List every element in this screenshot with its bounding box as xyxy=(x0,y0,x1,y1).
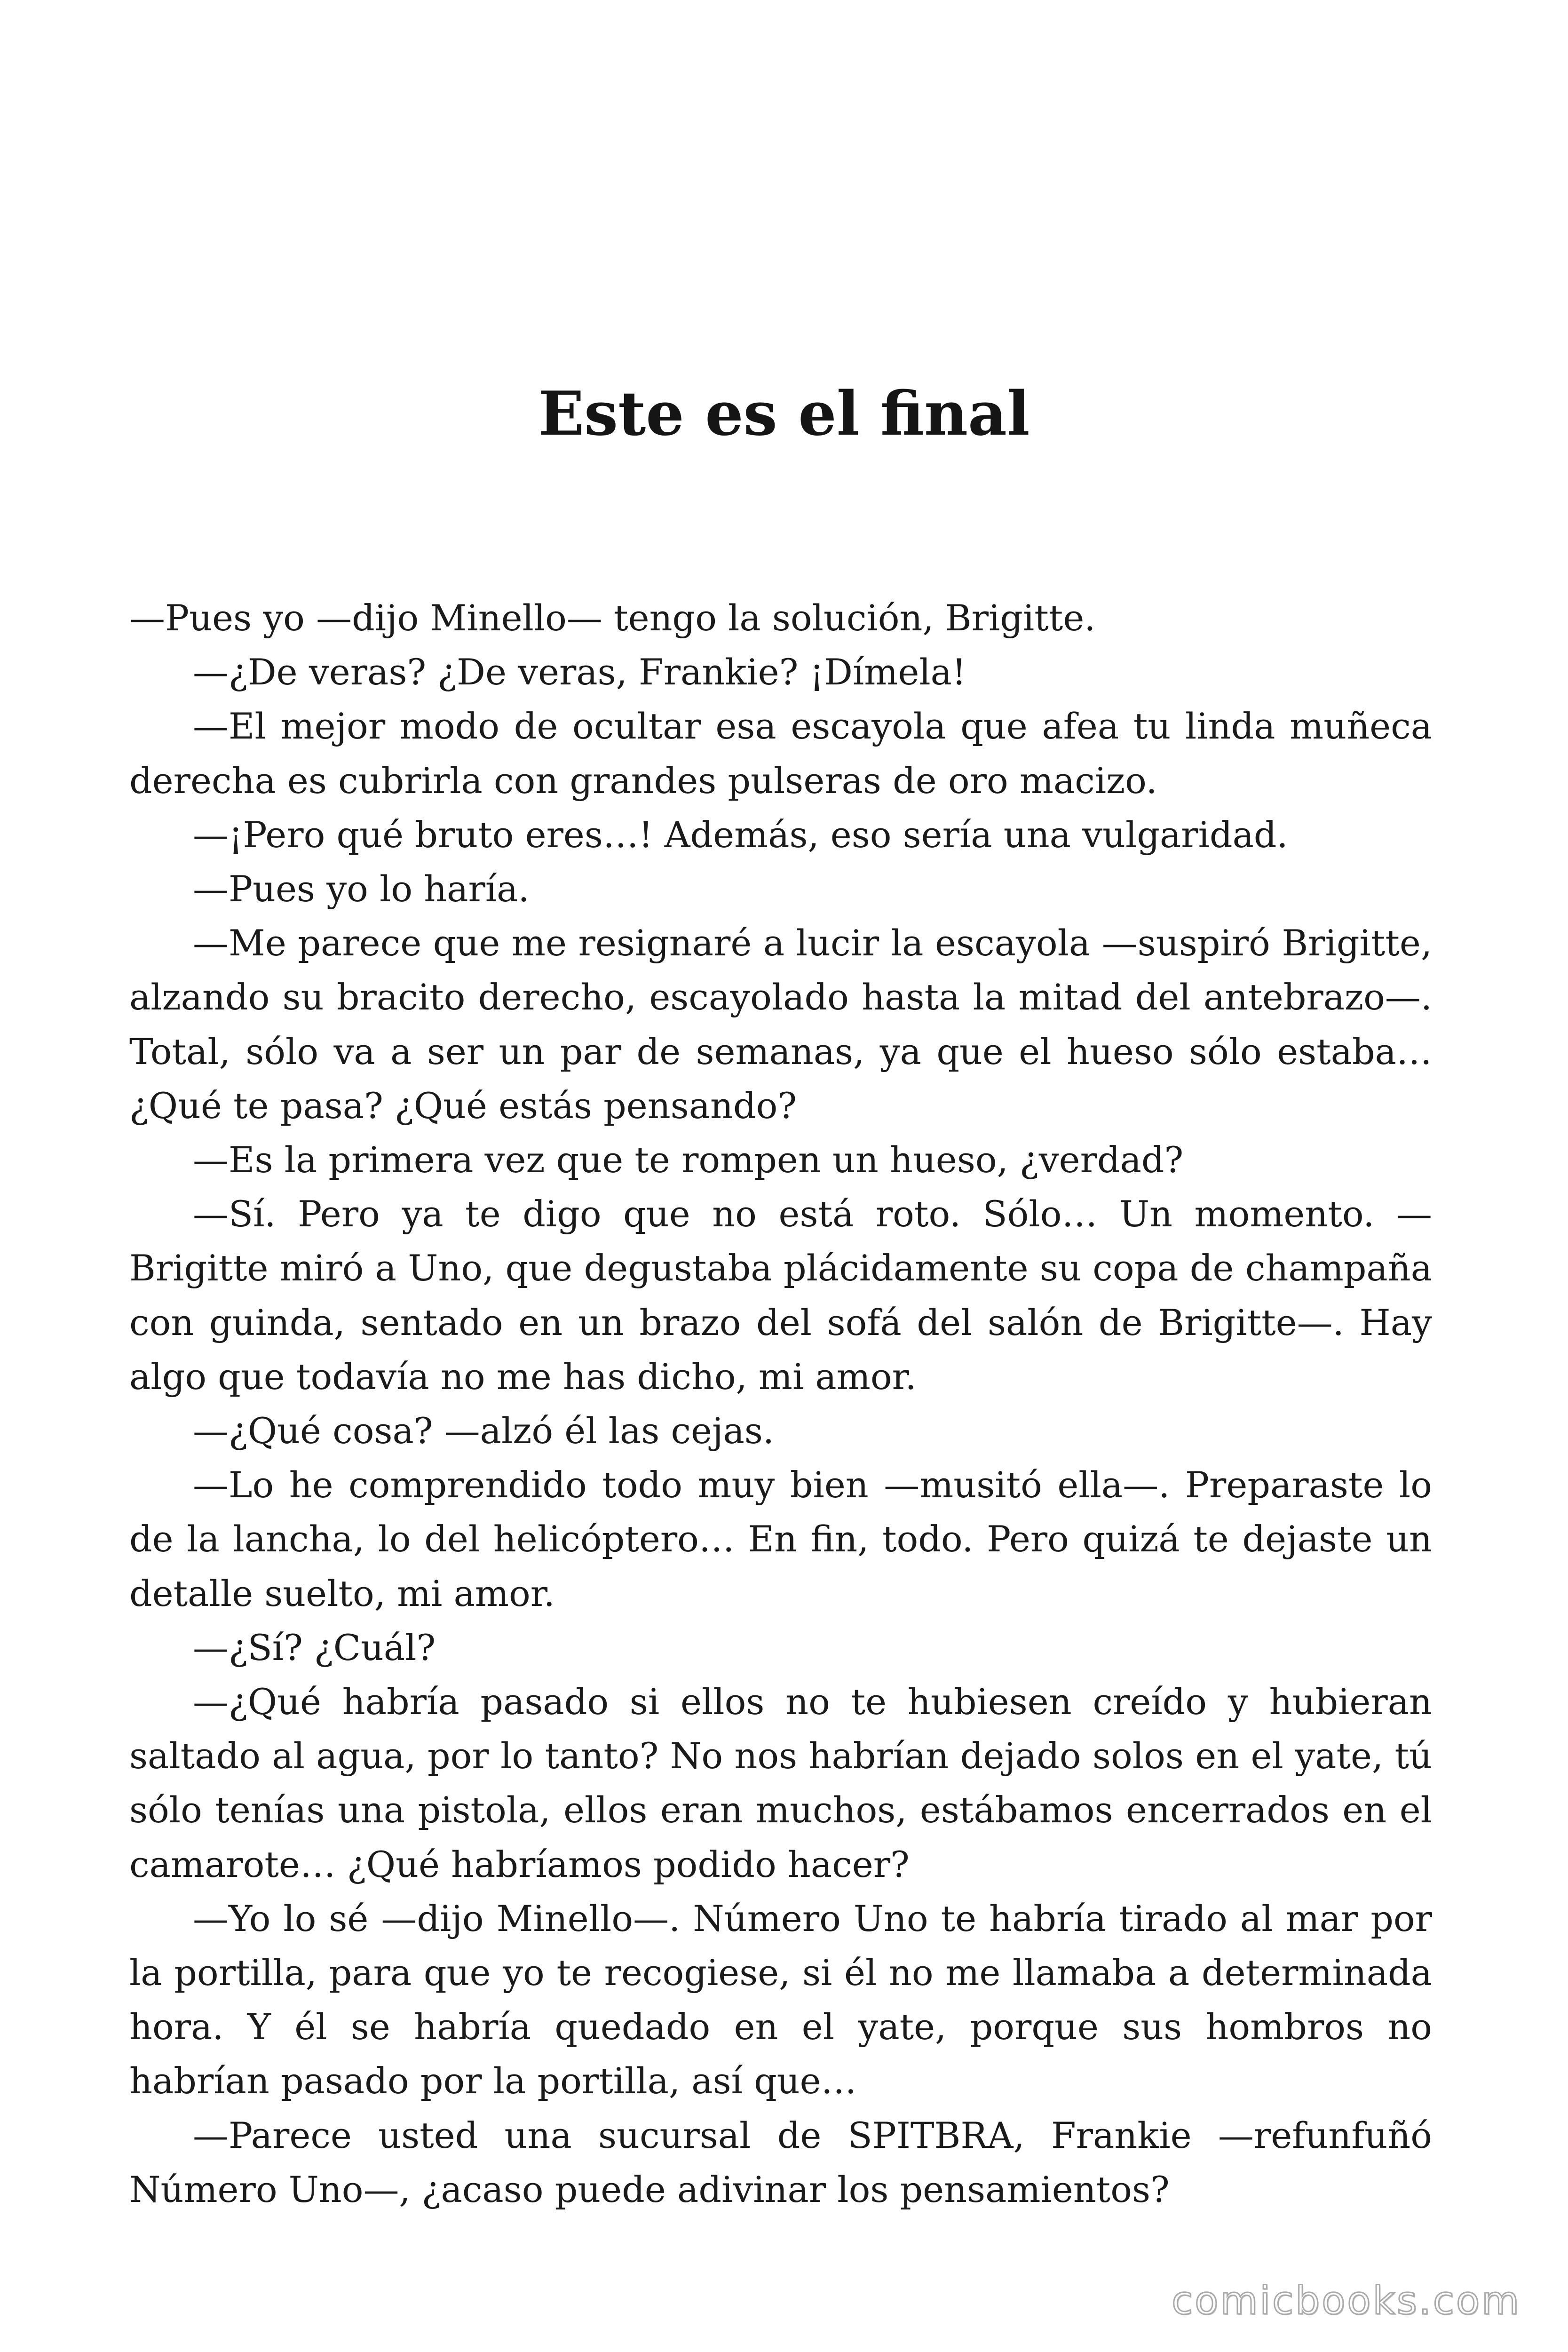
paragraph: —¿Qué cosa? —alzó él las cejas. xyxy=(193,1410,775,1452)
paragraph: —¡Pero qué bruto eres…! Además, eso sería una vulgaridad. xyxy=(193,813,1288,856)
paragraph: —Me parece que me resignaré a lucir la escayola —suspiró Brigitte, alzando su bracito derecho, escayolado hasta la mitad del antebrazo—. Total, sólo va a ser un par de semanas, ya que el hueso sólo estaba… ¿Qué te pasa? ¿Qué estás pensando? xyxy=(129,922,1432,1127)
paragraph: —Parece usted una sucursal de SPITBRA, Frankie —refunfuñó Número Uno—, ¿acaso puede adivinar los pensamientos? xyxy=(129,2114,1432,2210)
paragraph: —Yo lo sé —dijo Minello—. Número Uno te habría tirado al mar por la portilla, para que yo te recogiese, si él no me llamaba a determinada hora. Y él se habría quedado en el yate, porque sus hombros no habrían pasado por la portilla, así que… xyxy=(129,1897,1432,2102)
paragraph: —Pues yo lo haría. xyxy=(193,868,530,910)
paragraph: —¿Qué habría pasado si ellos no te hubiesen creído y hubieran saltado al agua, por lo tanto? No nos habrían dejado solos en el yate, tú sólo tenías una pistola, ellos eran muchos, estábamos encerrados en el camarote… ¿Qué habríamos podido hacer? xyxy=(129,1681,1432,1885)
chapter-title: Este es el final xyxy=(538,379,1030,449)
paragraph: —Es la primera vez que te rompen un hueso, ¿verdad? xyxy=(193,1139,1184,1181)
paragraph: —Sí. Pero ya te digo que no está roto. Sólo… Un momento. —Brigitte miró a Uno, que degustaba plácidamente su copa de champaña con guinda, sentado en un brazo del sofá del salón de Brigitte—. Hay algo que todavía no me has dicho, mi amor. xyxy=(129,1193,1432,1398)
paragraph: —¿De veras? ¿De veras, Frankie? ¡Dímela! xyxy=(193,651,966,693)
paragraph: —¿Sí? ¿Cuál? xyxy=(193,1626,436,1669)
paragraph: —Pues yo —dijo Minello— tengo la solución, Brigitte. xyxy=(129,597,1096,639)
chapter-body xyxy=(129,591,1432,2217)
watermark-text: comicbooks.com xyxy=(1172,2279,1521,2323)
paragraph: —Lo he comprendido todo muy bien —musitó ella—. Preparaste lo de la lancha, lo del helicóptero… En fin, todo. Pero quizá te dejaste un detalle suelto, mi amor. xyxy=(129,1464,1432,1614)
paragraph: —El mejor modo de ocultar esa escayola que afea tu linda muñeca derecha es cubrirla con grandes pulseras de oro macizo. xyxy=(129,705,1432,802)
